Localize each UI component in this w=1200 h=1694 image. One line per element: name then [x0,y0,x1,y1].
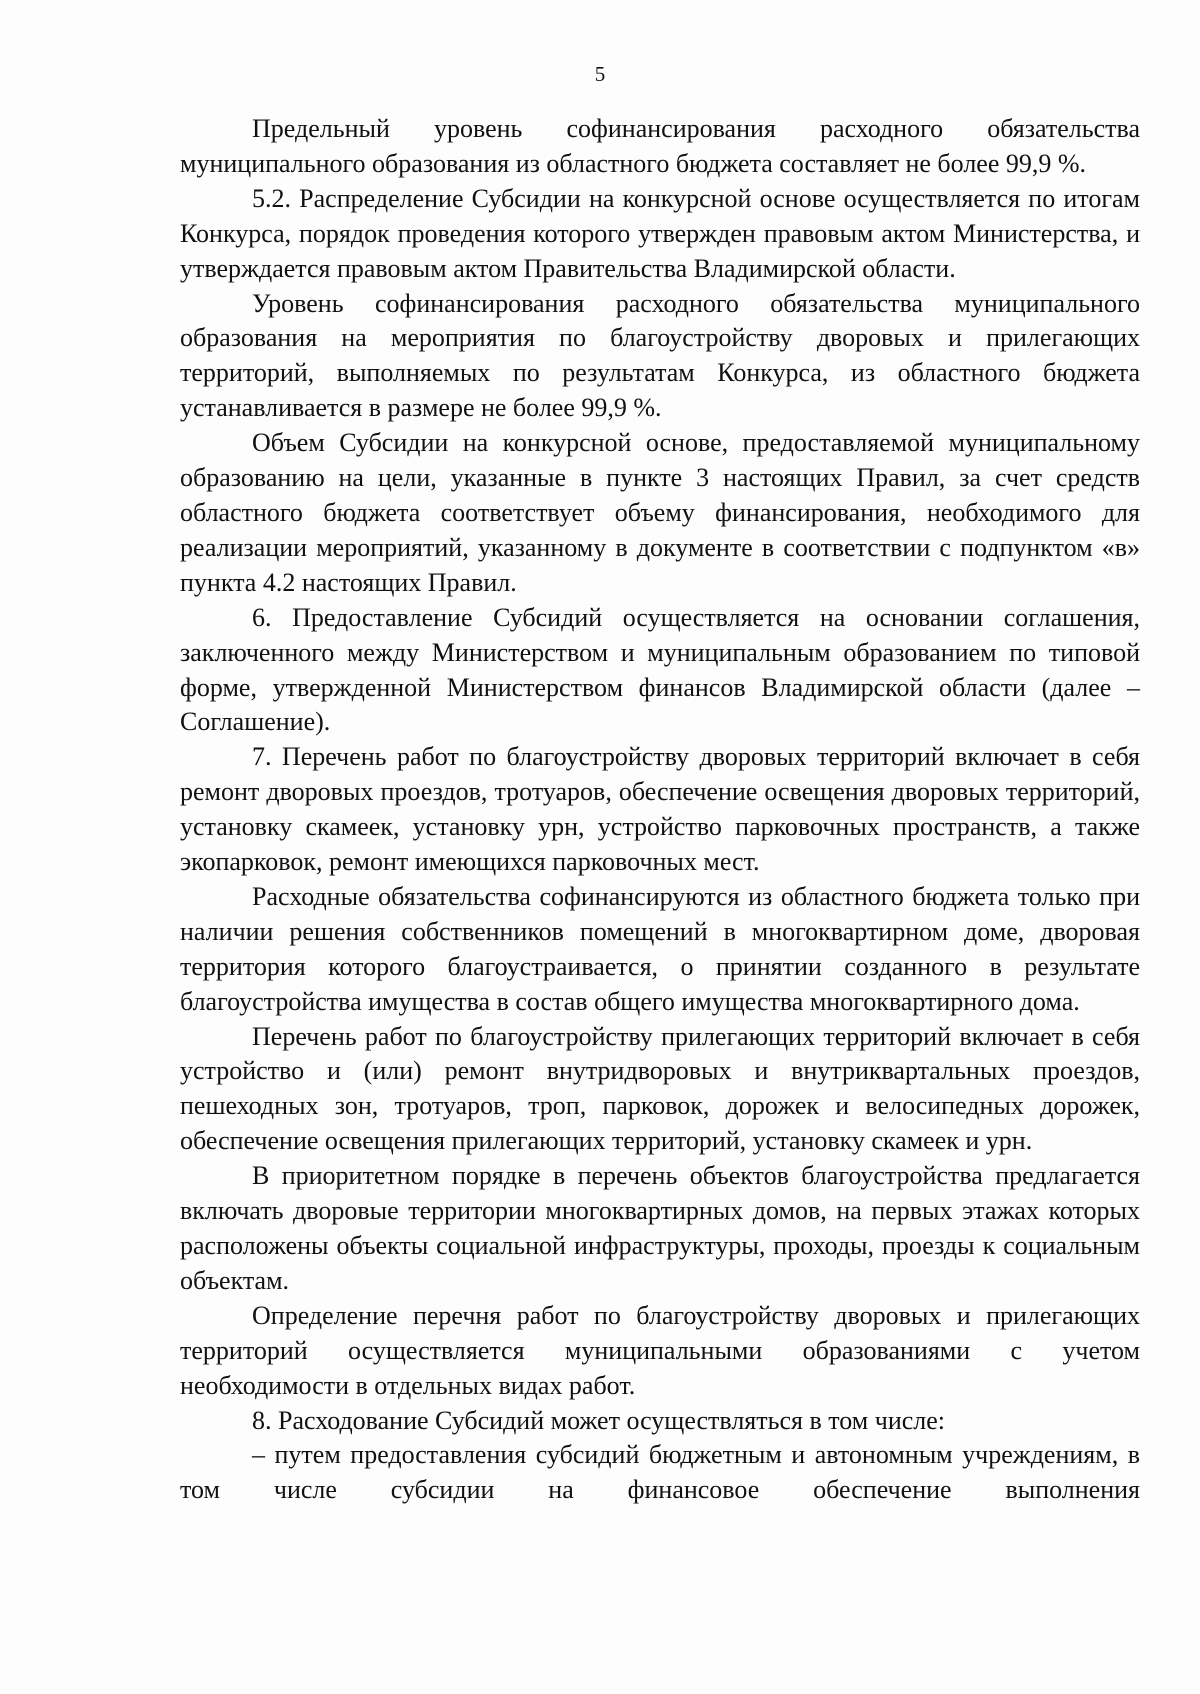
page-number: 5 [594,62,606,86]
paragraph-7-courtyard-works: 7. Перечень работ по благоустройству дворовых территорий включает в себя ремонт дворовых проездов, тротуаров, обеспечение освещения дворовых территорий, установку скамеек, установку урн, устройство парковочных пространств, а также экопарковок, ремонт имеющихся парковочных мест. [180,742,1140,877]
paragraph-8-item-dash: – путем предоставления субсидий бюджетным и автономным учреждениям, в том числе субсидии на финансовое обеспечение выполнения [180,1440,1140,1505]
paragraph-6-agreement: 6. Предоставление Субсидий осуществляется на основании соглашения, заключенного между Министерством и муниципальным образованием по типовой форме, утвержденной Министерством финансов Владимирской области (далее – Соглашение). [180,602,1140,737]
paragraph-adjacent-works: Перечень работ по благоустройству прилегающих территорий включает в себя устройство и (или) ремонт внутридворовых и внутриквартальных проездов, пешеходных зон, тротуаров, троп, парковок, дорожек и велосипедных дорожек, обеспечение освещения прилегающих территорий, установку скамеек и урн. [180,1021,1140,1156]
paragraph-cofinancing-level: Уровень софинансирования расходного обязательства муниципального образования на мероприятия по благоустройству дворовых и прилегающих территорий, выполняемых по результатам Конкурса, из областного бюджета устанавливается в размере не более 99,9 %. [180,288,1140,423]
paragraph-cofinancing-limit: Предельный уровень софинансирования расходного обязательства муниципального образования из областного бюджета составляет не более 99,9 %. [180,114,1140,178]
paragraph-expense-obligations: Расходные обязательства софинансируются из областного бюджета только при наличии решения собственников помещений в многоквартирном доме, дворовая территория которого благоустраивается, о принятии созданного в результате благоустройства имущества в состав общего имущества многоквартирного дома. [180,881,1140,1016]
paragraph-5-2-distribution: 5.2. Распределение Субсидии на конкурсной основе осуществляется по итогам Конкурса, порядок проведения которого утвержден правовым актом Министерства, и утверждается правовым актом Правительства Владимирской области. [180,183,1140,283]
document-body [180,112,1140,1508]
paragraph-8-spending: 8. Расходование Субсидий может осуществляться в том числе: [252,1405,946,1435]
paragraph-subsidy-volume: Объем Субсидии на конкурсной основе, предоставляемой муниципальному образованию на цели, указанные в пункте 3 настоящих Правил, за счет средств областного бюджета соответствует объему финансирования, необходимого для реализации мероприятий, указанному в документе в соответствии с подпунктом «в» пункта 4.2 настоящих Правил. [180,428,1140,597]
paragraph-priority-order: В приоритетном порядке в перечень объектов благоустройства предлагается включать дворовые территории многоквартирных домов, на первых этажах которых расположены объекты социальной инфраструктуры, проходы, проезды к социальным объектам. [180,1161,1140,1295]
paragraph-works-definition: Определение перечня работ по благоустройству дворовых и прилегающих территорий осуществляется муниципальными образованиями с учетом необходимости в отдельных видах работ. [180,1300,1140,1400]
